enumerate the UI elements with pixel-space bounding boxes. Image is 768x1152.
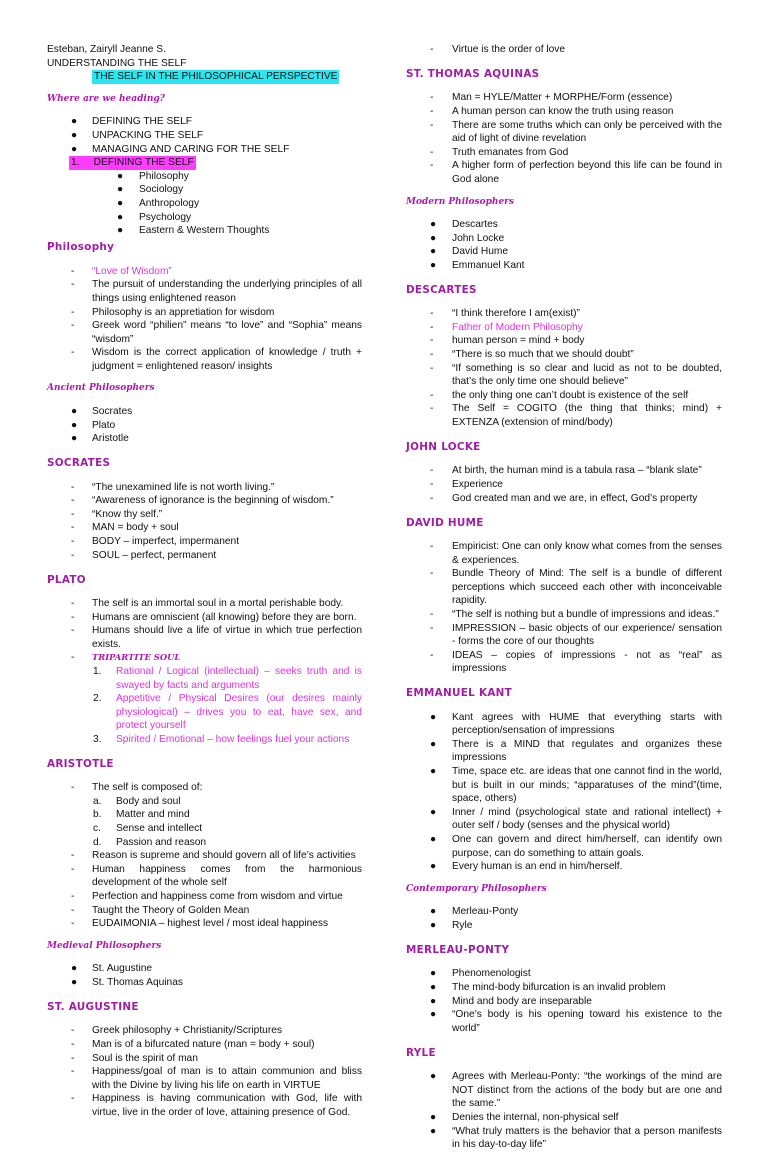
descartes-list (406, 307, 722, 429)
ancient-list (47, 405, 362, 446)
page-title: THE SELF IN THE PHILOSOPHICAL PERSPECTIVE (94, 71, 338, 83)
list-item: ● Sociology (117, 184, 184, 196)
list-item: - The self is composed of: (71, 782, 203, 794)
aristotle-list (47, 781, 362, 931)
philosophy-heading: Philosophy (47, 240, 115, 253)
list-item: - Happiness is having communication with God, life with virtue, live in the order of love, attaining presence of God. (71, 1093, 362, 1118)
list-item: - “Love of Wisdom” (71, 265, 172, 277)
list-item: ● Psychology (117, 211, 192, 223)
list-item: ● Merleau-Ponty (430, 906, 519, 918)
list-item: d. Passion and reason (93, 836, 207, 848)
list-item: - Happiness/goal of man is to attain communion and bliss with the Divine by living his life on earth in VIRTUE (71, 1066, 362, 1091)
list-item: ● Ryle (430, 920, 473, 931)
locke-list (406, 464, 722, 505)
right-column (406, 43, 722, 1152)
list-item: ● Inner / mind (psychological state and rational intellect) + outer self / body (senses and the physical world) (430, 806, 722, 832)
list-item: - The self is an immortal soul in a mortal perishable body. (71, 597, 344, 609)
locke-heading: JOHN LOCKE (406, 441, 481, 454)
medieval-heading: Medieval Philosophers (47, 940, 162, 951)
list-item: - A human person can know the truth using reason (430, 105, 674, 117)
aquinas-list (406, 91, 722, 186)
list-item: ● Eastern & Western Thoughts (117, 225, 270, 237)
medieval-list (47, 962, 362, 989)
list-item: - The Self = COGITO (the thing that thinks; mind) + EXTENZA (extension of mind/body) (430, 403, 722, 429)
list-item: ● DEFINING THE SELF (71, 116, 193, 128)
section-defining-label: 1. DEFINING THE SELF (71, 157, 194, 169)
list-item: 2. Appetitive / Physical Desires (our desires mainly physiological) – drives you to eat, have sex, and protect yourself (93, 693, 362, 732)
list-item: ● Aristotle (71, 433, 129, 445)
list-item: ● St. Thomas Aquinas (71, 977, 183, 988)
list-item: - Greek word “philien” means “to love” and “Sophia” means “wisdom” (71, 320, 362, 345)
list-item: ● St. Augustine (71, 963, 153, 975)
contemporary-heading: Contemporary Philosophers (406, 883, 547, 894)
list-item: ● David Hume (430, 246, 509, 258)
list-item: ● Mind and body are inseparable (430, 995, 592, 1007)
list-item: - “The unexamined life is not worth living.” (71, 481, 275, 493)
list-item: - “I think therefore I am(exist)” (430, 308, 580, 320)
list-item: ● Time, space etc. are ideas that one cannot find in the world, but is built in our minds; “apparatuses of the mind”(time, space, others) (430, 766, 722, 805)
list-item: - the only thing one can’t doubt is existence of the self (430, 389, 689, 401)
left-column (47, 43, 362, 1120)
list-item: ● UNPACKING THE SELF (71, 129, 204, 141)
list-item: ● Plato (71, 419, 116, 431)
list-item: - A higher form of perfection beyond this life can be found in God alone (430, 160, 722, 185)
list-item: ● Denies the internal, non-physical self (430, 1111, 619, 1123)
list-item: ● Socrates (71, 406, 133, 418)
list-item: 1. Rational / Logical (intellectual) – seeks truth and is swayed by facts and arguments (93, 665, 362, 691)
list-item: - Experience (430, 479, 503, 490)
philosophy-list (47, 265, 362, 374)
list-item: a. Body and soul (93, 795, 181, 807)
aristotle-heading: ARISTOTLE (47, 757, 114, 770)
list-item: ● Agrees with Merleau-Ponty: “the workings of the mind are NOT distinct from the actions of the body but are one and the same.” (430, 1071, 722, 1110)
ryle-heading: RYLE (406, 1046, 436, 1059)
page-title-row (47, 70, 362, 84)
aquinas-heading: ST. THOMAS AQUINAS (406, 67, 540, 80)
list-item: ● “What truly matters is the behavior that a person manifests in his day-to-day life” (430, 1125, 722, 1151)
list-item: - Humans are omniscient (all knowing) before they are born. (71, 611, 357, 623)
list-item: - Truth emanates from God (430, 146, 569, 158)
list-item: - Man = HYLE/Matter + MORPHE/Form (essence) (430, 92, 673, 104)
list-item: ● Every human is an end in him/herself. (430, 861, 623, 873)
list-item: ● Anthropology (117, 197, 200, 209)
list-item: - God created man and we are, in effect, God’s property (430, 492, 698, 504)
list-item: ● Emmanuel Kant (430, 259, 525, 271)
merleau-heading: MERLEAU-PONTY (406, 943, 510, 956)
contemporary-list (406, 905, 722, 932)
fields-list (47, 170, 362, 238)
descartes-heading: DESCARTES (406, 283, 477, 296)
list-item: - “The self is nothing but a bundle of impressions and ideas.” (430, 608, 719, 620)
modern-list (406, 218, 722, 272)
list-item: ● John Locke (430, 232, 505, 244)
list-item: - There are some truths which can only be perceived with the aid of light of divine revelation (430, 119, 722, 145)
list-item: - BODY – imperfect, impermanent (71, 536, 240, 547)
merleau-list (406, 967, 722, 1035)
list-item: - “Awareness of ignorance is the beginning of wisdom.” (71, 495, 334, 507)
outline-list (47, 115, 362, 156)
list-item: ● Phenomenologist (430, 968, 531, 980)
list-item: - IMPRESSION – basic objects of our experience/ sensation - forms the core of our thoughts (430, 622, 722, 648)
kant-heading: EMMANUEL KANT (406, 687, 513, 700)
list-item: - SOUL – perfect, permanent (71, 549, 217, 561)
list-item: - Greek philosophy + Christianity/Scriptures (71, 1025, 282, 1037)
plato-list (47, 597, 362, 747)
list-item: ● One can govern and direct him/herself, can identify own purpose, can do something to attain goals. (430, 834, 722, 859)
section-defining-self (47, 156, 362, 170)
author-name: Esteban, Zairyll Jeanne S. (47, 44, 166, 55)
list-item: - Empiricist: One can only know what comes from the senses & experiences. (430, 540, 722, 566)
list-item: - Human happiness comes from the harmonious development of the whole self (71, 863, 362, 889)
list-item: c. Sense and intellect (93, 823, 203, 835)
list-item: - Wisdom is the correct application of knowledge / truth + judgment = enlightened reason/ insights (71, 347, 362, 372)
tripartite-heading: TRIPARTITE SOUL (92, 652, 181, 663)
list-item: - “Know thy self.” (71, 508, 163, 520)
hume-heading: DAVID HUME (406, 516, 484, 529)
list-item: 3. Spirited / Emotional – how feelings fuel your actions (93, 733, 350, 745)
list-item: - The pursuit of understanding the underlying principles of all things using enlightened reason (71, 279, 362, 304)
list-item: - “There is so much that we should doubt” (430, 349, 634, 361)
list-item: - TRIPARTITE SOUL (71, 652, 181, 664)
list-item: - MAN = body + soul (71, 522, 179, 534)
plato-heading: PLATO (47, 573, 86, 586)
list-item: ● Philosophy (117, 170, 189, 182)
list-item: ● Kant agrees with HUME that everything starts with perception/sensation of impressions (430, 711, 722, 737)
list-item: - EUDAIMONIA – highest level / most ideal happiness (71, 918, 329, 930)
augustine-list (47, 1024, 362, 1119)
ryle-list (406, 1070, 722, 1152)
modern-heading: Modern Philosophers (406, 196, 514, 207)
augustine-heading: ST. AUGUSTINE (47, 1000, 139, 1013)
ancient-heading: Ancient Philosophers (47, 383, 155, 394)
list-item: ● MANAGING AND CARING FOR THE SELF (71, 143, 290, 155)
list-item: - Perfection and happiness come from wisdom and virtue (71, 891, 343, 903)
list-item: - Philosophy is an appretiation for wisdom (71, 306, 275, 318)
list-item: - At birth, the human mind is a tabula rasa – “blank slate” (430, 465, 702, 477)
list-item: - “If something is so clear and lucid as not to be doubted, that’s the only time one should believe” (430, 362, 722, 388)
list-item: ● Descartes (430, 219, 498, 231)
list-item: - Bundle Theory of Mind: The self is a bundle of different perceptions which succeed each other with inconceivable rapidity. (430, 568, 722, 607)
section-heading-heading: Where are we heading? (47, 93, 165, 104)
course-title: UNDERSTANDING THE SELF (47, 57, 187, 69)
socrates-list (47, 481, 362, 563)
list-item: - Soul is the spirit of man (71, 1052, 198, 1064)
list-item: - IDEAS – copies of impressions - not as “real” as impressions (430, 649, 722, 675)
list-item: ● The mind-body bifurcation is an invalid problem (430, 981, 666, 993)
list-item: - human person = mind + body (430, 335, 585, 347)
socrates-heading: SOCRATES (47, 457, 111, 470)
list-item: ● “One’s body is his opening toward his existence to the world” (430, 1009, 722, 1034)
list-item: b. Matter and mind (93, 809, 190, 821)
hume-list (406, 540, 722, 676)
list-item: ● There is a MIND that regulates and organizes these impressions (430, 738, 722, 764)
list-item: - Humans should live a life of virtue in which true perfection exists. (71, 625, 362, 650)
list-item: - Reason is supreme and should govern all of life’s activities (71, 850, 356, 862)
list-item: - Taught the Theory of Golden Mean (71, 904, 250, 916)
list-item: - Man is of a bifurcated nature (man = body + soul) (71, 1038, 315, 1050)
list-item: - Father of Modern Philosophy (430, 321, 583, 333)
kant-list (406, 711, 722, 874)
list-item: - Virtue is the order of love (430, 44, 566, 55)
